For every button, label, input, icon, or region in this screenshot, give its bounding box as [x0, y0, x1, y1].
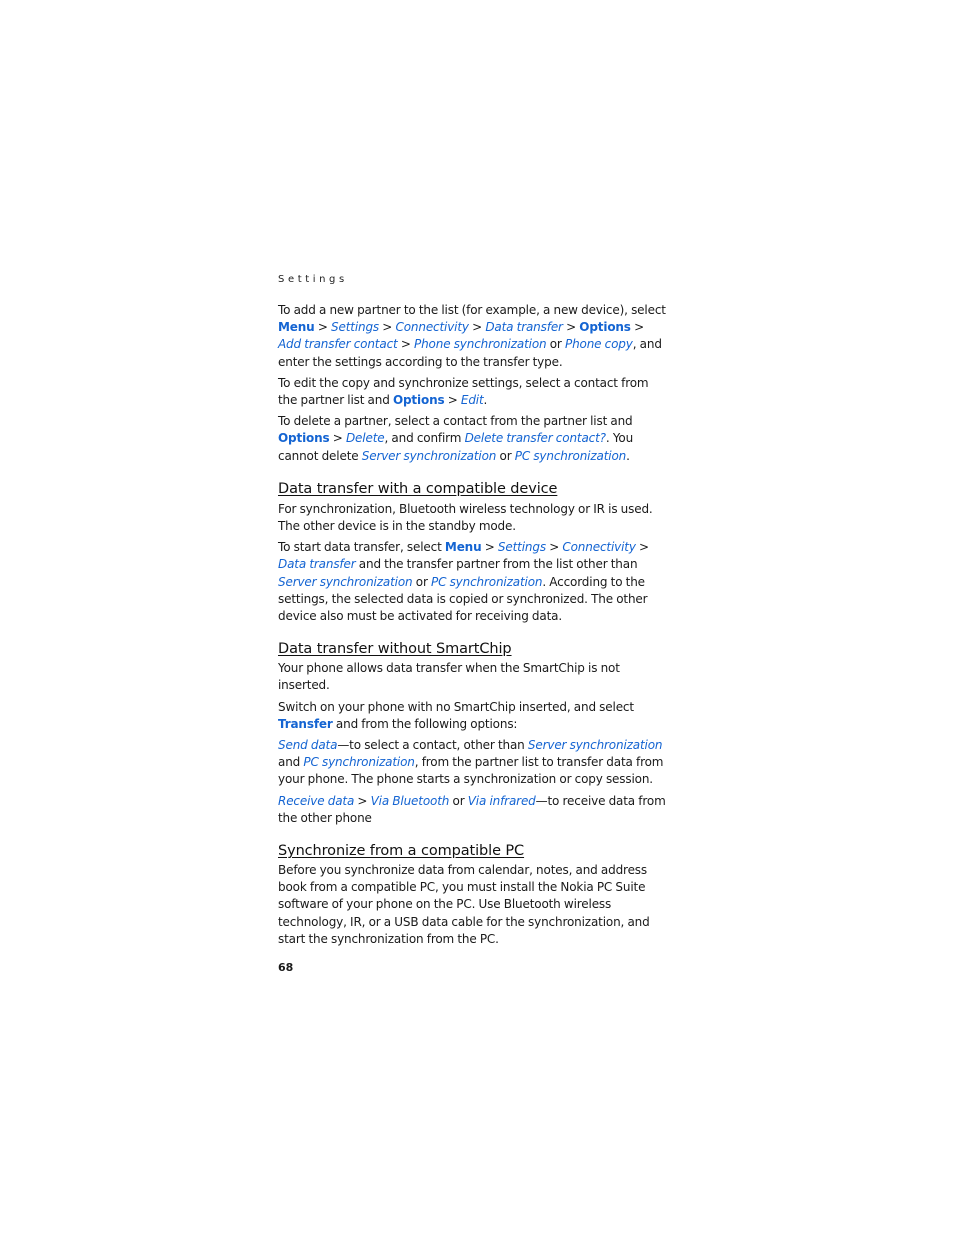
switch-on-paragraph: Switch on your phone with no SmartChip inserted, and select Transfer and from the following options:	[278, 699, 634, 731]
start-transfer-paragraph: To start data transfer, select Menu > Settings > Connectivity > Data transfer and the transfer partner from the list other than Server synchronization or PC synchronization. According to the settings, the selected data is copied or synchronized. The other device also must be activated for receiving data.	[278, 540, 649, 624]
pc-sync-paragraph: Before you synchronize data from calendar, notes, and address book from a compatible PC, you must install the Nokia PC Suite software of your phone on the PC. Use Bluetooth wireless technology, IR, or a USB data cable for the synchronization, and start the synchronization from the PC.	[278, 863, 650, 946]
edit-partner-paragraph: To edit the copy and synchronize settings, select a contact from the partner list and Options > Edit.	[278, 375, 649, 408]
smartchip-intro-paragraph: Your phone allows data transfer when the SmartChip is not inserted.	[278, 661, 620, 693]
running-head: Settings	[278, 274, 348, 285]
heading-compatible-device: Data transfer with a compatible device	[278, 480, 558, 497]
manual-page	[278, 272, 670, 976]
add-partner-paragraph: To add a new partner to the list (for example, a new device), select Menu > Settings > Connectivity > Data transfer > Options > Add transfer contact > Phone synchronization or Phone copy, and enter the settings according to the transfer type.	[278, 303, 666, 369]
compatible-intro-paragraph: For synchronization, Bluetooth wireless technology or IR is used. The other device is in the standby mode.	[278, 501, 653, 534]
delete-partner-paragraph: To delete a partner, select a contact from the partner list and Options > Delete, and confirm Delete transfer contact?. You cannot delete Server synchronization or PC synchronization.	[278, 414, 634, 463]
heading-without-smartchip: Data transfer without SmartChip	[278, 641, 512, 658]
receive-data-paragraph: Receive data > Via Bluetooth or Via infrared—to receive data from the other phone	[278, 793, 666, 825]
page-number: 68	[278, 961, 294, 975]
send-data-paragraph: Send data—to select a contact, other than Server synchronization and PC synchronization, from the partner list to transfer data from your phone. The phone starts a synchronization or copy session.	[278, 738, 664, 787]
heading-synchronize-pc: Synchronize from a compatible PC	[278, 843, 525, 860]
